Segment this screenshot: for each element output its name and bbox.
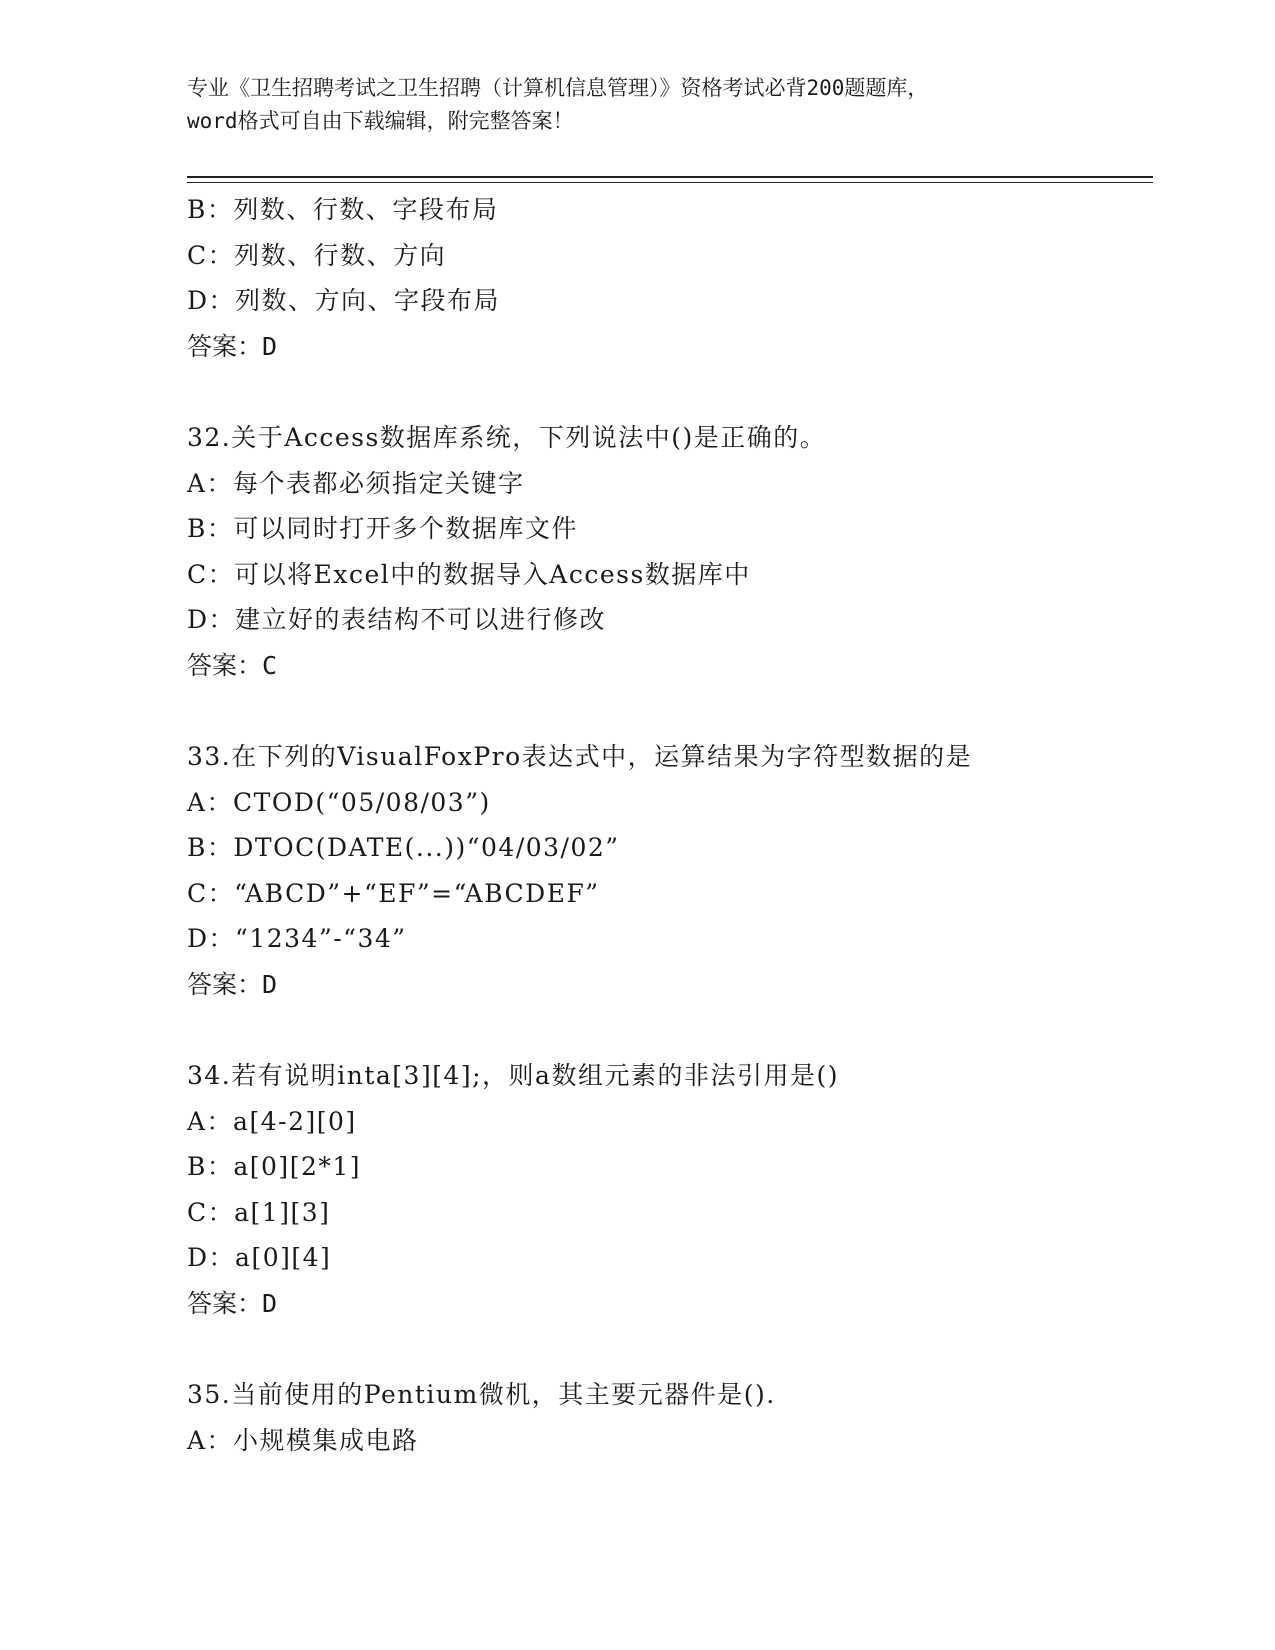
- option-a: A：a[4-2][0]: [187, 1106, 357, 1136]
- option-d: D：列数、方向、字段布局: [187, 286, 501, 315]
- answer: 答案：D: [187, 1288, 278, 1318]
- header-divider: [187, 176, 1153, 178]
- question-34: [187, 1053, 1147, 1326]
- spacer: [187, 1007, 1147, 1053]
- option-b: B：列数、行数、字段布局: [187, 195, 499, 224]
- option-a: A：每个表都必须指定关键字: [187, 468, 525, 498]
- option-b: B：a[0][2*1]: [187, 1152, 362, 1181]
- option-a: A：CTOD(“05/08/03”): [187, 787, 491, 817]
- question-31-tail: [187, 187, 1147, 369]
- question-35: [187, 1372, 1147, 1463]
- header-line-2: word格式可自由下载编辑，附完整答案！: [187, 109, 574, 133]
- spacer: [187, 1326, 1147, 1372]
- header-line-1: 专业《卫生招聘考试之卫生招聘（计算机信息管理）》资格考试必背200题题库，: [187, 76, 929, 100]
- answer: 答案：D: [187, 331, 278, 361]
- question-32: [187, 415, 1147, 688]
- option-c: C：可以将Excel中的数据导入Access数据库中: [187, 559, 751, 589]
- option-a: A：小规模集成电路: [187, 1425, 419, 1455]
- option-b: B：可以同时打开多个数据库文件: [187, 514, 578, 543]
- question-stem: 32.关于Access数据库系统，下列说法中()是正确的。: [187, 423, 827, 452]
- option-c: C：a[1][3]: [187, 1197, 331, 1227]
- option-d: D：“1234”-“34”: [187, 924, 407, 953]
- header-divider-thin: [187, 182, 1153, 183]
- question-stem: 34.若有说明inta[3][4];，则a数组元素的非法引用是(): [187, 1061, 839, 1090]
- option-d: D：a[0][4]: [187, 1243, 332, 1272]
- question-stem: 35.当前使用的Pentium微机，其主要元器件是().: [187, 1380, 776, 1409]
- document-header: [187, 72, 1087, 138]
- answer: 答案：C: [187, 650, 278, 680]
- answer: 答案：D: [187, 969, 278, 999]
- option-c: C：“ABCD”+“EF”=“ABCDEF”: [187, 878, 600, 908]
- spacer: [187, 369, 1147, 415]
- option-b: B：DTOC(DATE(...))“04/03/02”: [187, 833, 620, 862]
- question-stem: 33.在下列的VisualFoxPro表达式中，运算结果为字符型数据的是: [187, 742, 973, 771]
- question-list: [187, 187, 1147, 1463]
- question-33: [187, 734, 1147, 1007]
- option-d: D：建立好的表结构不可以进行修改: [187, 605, 607, 634]
- option-c: C：列数、行数、方向: [187, 240, 447, 270]
- spacer: [187, 688, 1147, 734]
